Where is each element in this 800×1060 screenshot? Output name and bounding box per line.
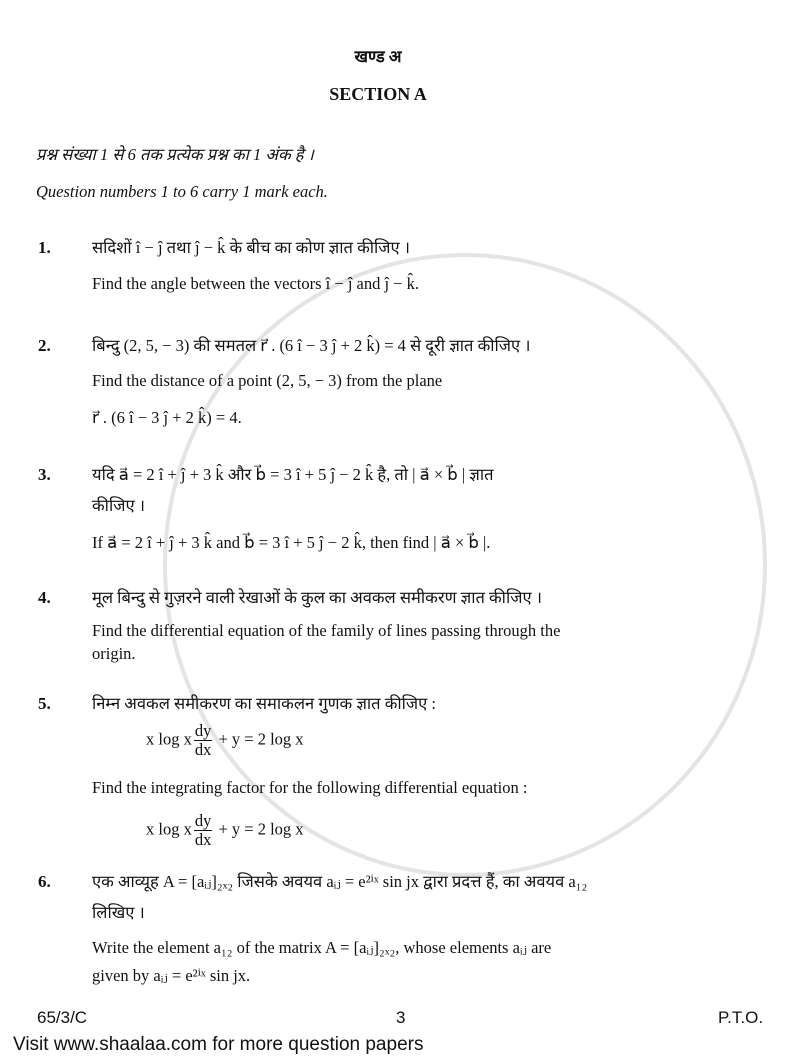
question-6-hindi-1: एक आव्यूह A = [aᵢⱼ]₂ₓ₂ जिसके अवयव aᵢⱼ = e²ⁱˣ sin jx द्वारा प्रदत्त हैं, का अवयव a₁₂ [92, 872, 588, 891]
question-5-hindi: निम्न अवकल समीकरण का समाकलन गुणक ज्ञात कीजिए : [92, 694, 437, 713]
eq-right: + y = 2 log x [218, 819, 304, 839]
instruction-english: Question numbers 1 to 6 carry 1 mark each. [36, 182, 328, 201]
eq-left: x log x [146, 729, 192, 749]
question-3-hindi-2: कीजिए । [92, 496, 145, 515]
section-title: SECTION A [329, 84, 427, 104]
question-6-english-1: Write the element a₁₂ of the matrix A = [aᵢⱼ]₂ₓ₂, whose elements aᵢⱼ are [92, 938, 552, 957]
question-2-english-2: r⃗ . (6 î − 3 ĵ + 2 k̂) = 4. [92, 408, 242, 427]
derivative-fraction [194, 812, 213, 849]
pto-label: P.T.O. [718, 1008, 764, 1027]
question-number: 3. [38, 465, 51, 484]
eq-denominator: dx [194, 830, 212, 850]
question-3-english: If a⃗ = 2 î + ĵ + 3 k̂ and b⃗ = 3 î + 5 ĵ − 2 k̂, then find | a⃗ × b⃗ |. [92, 533, 491, 552]
question-5-equation-repeat [146, 812, 304, 849]
question-6-hindi-2: लिखिए । [92, 903, 145, 922]
question-number: 4. [38, 588, 51, 607]
question-1-english: Find the angle between the vectors î − ĵ and ĵ − k̂. [92, 274, 419, 293]
visit-shaalaa-link[interactable]: Visit www.shaalaa.com for more question papers [13, 1034, 424, 1055]
paper-code: 65/3/C [37, 1008, 88, 1027]
question-2-hindi: बिन्दु (2, 5, − 3) की समतल r⃗ . (6 î − 3 ĵ + 2 k̂) = 4 से दूरी ज्ञात कीजिए । [92, 336, 531, 355]
question-5-equation [146, 722, 304, 759]
question-4-english-1: Find the differential equation of the family of lines passing through the [92, 621, 561, 640]
question-1-hindi: सदिशों î − ĵ तथा ĵ − k̂ के बीच का कोण ज्ञात कीजिए । [92, 238, 411, 257]
instruction-hindi: प्रश्न संख्या 1 से 6 तक प्रत्येक प्रश्न का 1 अंक है । [36, 145, 314, 164]
question-3-hindi-1: यदि a⃗ = 2 î + ĵ + 3 k̂ और b⃗ = 3 î + 5 ĵ − 2 k̂ है, तो | a⃗ × b⃗ | ज्ञात [92, 465, 494, 484]
eq-denominator: dx [194, 740, 212, 760]
question-number: 1. [38, 238, 51, 257]
eq-left: x log x [146, 819, 192, 839]
question-number: 5. [38, 694, 51, 713]
section-hindi-title: खण्ड अ [354, 47, 402, 66]
eq-numerator: dy [194, 721, 212, 740]
question-4-english-2: origin. [92, 644, 136, 663]
page-number: 3 [396, 1008, 406, 1027]
question-number: 2. [38, 336, 51, 355]
question-number: 6. [38, 872, 51, 891]
question-2-english-1: Find the distance of a point (2, 5, − 3) from the plane [92, 371, 443, 390]
eq-right: + y = 2 log x [218, 729, 304, 749]
question-5-english: Find the integrating factor for the following differential equation : [92, 778, 528, 797]
question-4-hindi: मूल बिन्दु से गुज़रने वाली रेखाओं के कुल का अवकल समीकरण ज्ञात कीजिए । [92, 588, 542, 607]
question-6-english-2: given by aᵢⱼ = e²ⁱˣ sin jx. [92, 966, 251, 985]
eq-numerator: dy [194, 811, 212, 830]
derivative-fraction [194, 722, 213, 759]
